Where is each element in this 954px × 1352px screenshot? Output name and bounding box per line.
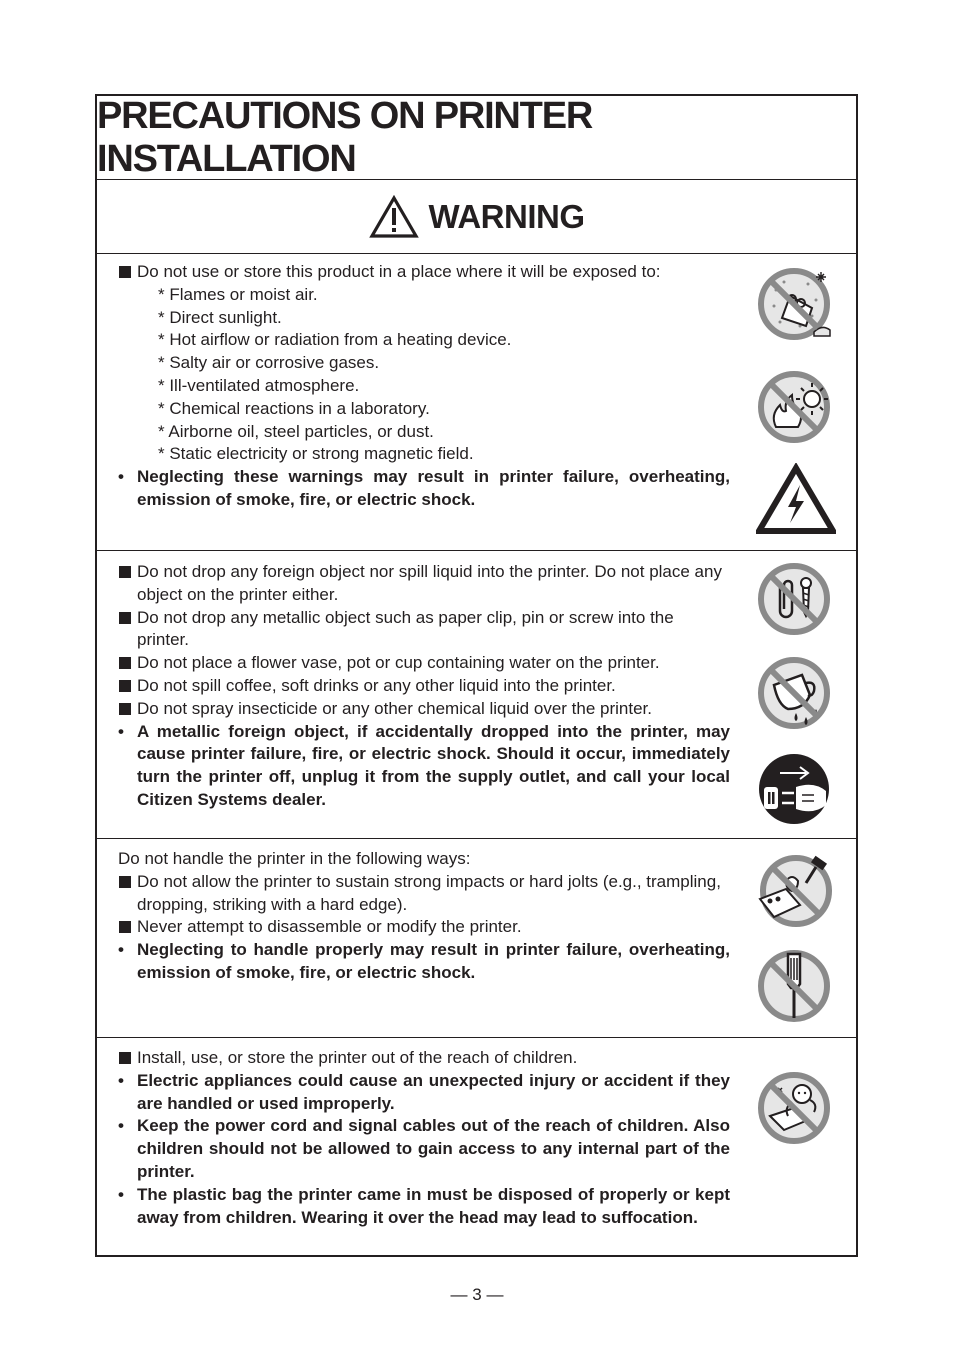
notice-line: Do not spill coffee, soft drinks or any other liquid into the printer. [118,675,730,698]
dot-bullet: • [118,1070,124,1090]
electric-shock-warning-icon [756,463,836,535]
section-foreign-objects [97,551,856,839]
section-text [118,261,730,512]
section-text [118,848,730,985]
warning-triangle-icon [369,195,419,239]
consequence-line: • Keep the power cord and signal cables out of the reach of children. Also children should not be allowed to gain access to any internal part of the printer. [118,1116,730,1181]
intro-line: Do not handle the printer in the following ways: [118,849,471,868]
square-bullet [119,612,131,624]
keep-from-children-icon [756,1068,836,1148]
no-liquid-cup-icon [756,655,836,735]
precautions-frame [95,94,858,1257]
sub-item: * Static electricity or strong magnetic field. [158,444,474,464]
section-icons [756,266,836,535]
section-text [118,561,730,812]
notice-line: Do not place a flower vase, pot or cup containing water on the printer. [118,652,730,675]
title-row [97,96,856,180]
consequence-line: • The plastic bag the printer came in must be disposed of properly or kept away from children. Wearing it over the head may lead to suffocation. [118,1184,730,1227]
notice-line: Do not use or store this product in a place where it will be exposed to: [118,261,730,284]
square-bullet [119,566,131,578]
consequence-line: • Electric appliances could cause an unexpected injury or accident if they are handled or used improperly. [118,1070,730,1113]
warning-header [97,180,856,254]
consequence-line: • Neglecting to handle properly may result in printer failure, overheating, emission of smoke, fire, or electric shock. [118,940,730,982]
no-fire-sunlight-icon [756,369,836,449]
consequence-line: • A metallic foreign object, if accidentally dropped into the printer, may cause printer failure, fire, or electric shock. Should it occur, immediately turn the printer off, unplug it from the supply outlet, and call your local Citizen Systems dealer. [118,721,730,809]
square-bullet [119,1052,131,1064]
dot-bullet: • [118,467,124,487]
consequence-line: • Neglecting these warnings may result in printer failure, overheating, emission of smoke, fire, or electric shock. [118,467,730,509]
square-bullet [119,921,131,933]
no-impact-hammer-icon [756,853,836,933]
notice-line: Do not spray insecticide or any other chemical liquid over the printer. [118,698,730,721]
square-bullet [119,657,131,669]
page-number: — 3 — [450,1285,504,1304]
dot-bullet: • [118,721,124,741]
sub-item: * Hot airflow or radiation from a heating device. [158,330,512,350]
sub-item: * Salty air or corrosive gases. [158,353,380,373]
no-dusty-place-icon [756,266,836,346]
sub-item: * Ill-ventilated atmosphere. [158,375,360,395]
notice-line: Install, use, or store the printer out of the reach of children. [118,1047,730,1070]
sub-item: * Chemical reactions in a laboratory. [158,398,430,418]
page-title: PRECAUTIONS ON PRINTER INSTALLATION [97,94,593,180]
square-bullet [119,266,131,278]
no-disassembly-screwdriver-icon [756,946,836,1026]
notice-line: Do not drop any foreign object nor spill liquid into the printer. Do not place any object on the printer either. [118,561,730,607]
sub-item: * Flames or moist air. [158,284,318,304]
section-children [97,1038,856,1254]
section-icons [756,561,836,831]
dot-bullet: • [118,1184,124,1204]
sub-item: * Airborne oil, steel particles, or dust. [158,421,434,441]
section-environment [97,254,856,551]
square-bullet [119,680,131,692]
dot-bullet: • [118,940,124,960]
no-paperclip-screw-icon [756,561,836,641]
square-bullet [119,703,131,715]
dot-bullet: • [118,1116,124,1136]
sub-item: * Direct sunlight. [158,307,282,327]
section-icons [756,853,836,1026]
unplug-power-icon [756,751,836,831]
notice-line: Do not allow the printer to sustain strong impacts or hard jolts (e.g., trampling, dropping, striking with a hard edge). [118,871,730,917]
section-icons [756,1068,836,1148]
section-text [118,1047,730,1229]
warning-label: WARNING [428,197,585,235]
square-bullet [119,876,131,888]
notice-line: Do not drop any metallic object such as paper clip, pin or screw into the printer. [118,607,730,653]
notice-line: Never attempt to disassemble or modify the printer. [118,916,730,939]
section-handling [97,839,856,1038]
